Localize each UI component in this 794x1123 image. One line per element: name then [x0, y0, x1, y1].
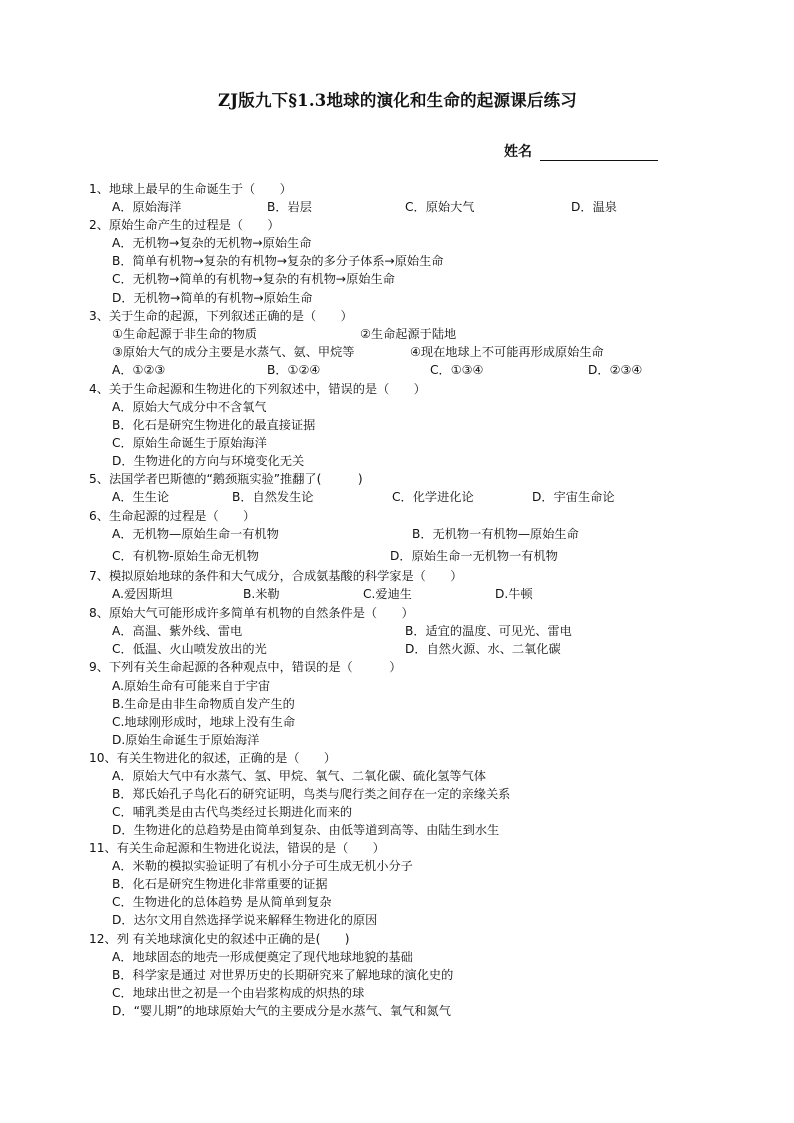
q3-option-a: A．①②③	[112, 363, 166, 377]
q11-option-a: A．米勒的模拟实验证明了有机小分子可生成无机小分子	[112, 859, 413, 873]
q8-option-b: B．适宜的温度、可见光、雷电	[405, 624, 572, 638]
q8-option-c: C．低温、火山喷发放出的光	[112, 642, 267, 656]
q12-option-d: D．“婴儿期”的地球原始大气的主要成分是水蒸气、氧气和氮气	[112, 1004, 451, 1018]
q12-option-a: A．地球固态的地壳一形成便奠定了现代地球地貌的基础	[112, 950, 413, 964]
q3-statement-1: ①生命起源于非生命的物质	[112, 327, 257, 341]
q4-option-c: C．原始生命诞生于原始海洋	[112, 436, 267, 450]
q10-option-d: D．生物进化的总趋势是由简单到复杂、由低等道到高等、由陆生到水生	[112, 823, 500, 837]
q7-option-d: D.牛顿	[495, 587, 533, 601]
q6-option-a: A．无机物—原始生命一有机物	[112, 527, 279, 541]
q4-option-a: A．原始大气成分中不含氧气	[112, 400, 267, 414]
q10-stem: 10、有关生物进化的叙述，正确的是（ ）	[89, 751, 337, 765]
q11-stem: 11、有关生命起源和生物进化说法，错误的是（ ）	[89, 841, 385, 855]
q11-option-d: D．达尔文用自然选择学说来解释生物进化的原因	[112, 913, 378, 927]
page-title: ZJ版九下§1.3地球的演化和生命的起源课后练习	[218, 91, 577, 110]
q5-option-c: C．化学进化论	[392, 490, 474, 504]
q6-option-d: D．原始生命一无机物一有机物	[390, 549, 558, 563]
q9-option-b: B.生命是由非生命物质自发产生的	[112, 697, 295, 711]
q3-option-d: D．②③④	[588, 363, 643, 377]
q3-option-b: B．①②④	[267, 363, 321, 377]
q4-option-b: B．化石是研究生物进化的最直接证据	[112, 418, 316, 432]
q1-option-d: D．温泉	[571, 200, 617, 214]
q9-option-a: A.原始生命有可能来自于宇宙	[112, 679, 271, 693]
q4-stem: 4、关于生命起源和生物进化的下列叙述中，错误的是（ ）	[89, 382, 426, 396]
q8-stem: 8、原始大气可能形成许多简单有机物的自然条件是（ ）	[89, 606, 414, 620]
q5-option-a: A．生生论	[112, 490, 170, 504]
q2-option-c: C．无机物→简单的有机物→复杂的有机物→原始生命	[112, 272, 395, 286]
q4-option-d: D．生物进化的方向与环境变化无关	[112, 454, 305, 468]
q5-option-b: B．自然发生论	[232, 490, 314, 504]
q3-statement-3: ③原始大气的成分主要是水蒸气、氨、甲烷等	[112, 345, 355, 359]
q9-stem: 9、下列有关生命起源的各种观点中，错误的是（ ）	[89, 660, 402, 674]
q3-stem: 3、关于生命的起源，下列叙述正确的是（ ）	[89, 309, 353, 323]
q7-option-c: C.爱迪生	[363, 587, 412, 601]
q10-option-b: B．郑氏始孔子鸟化石的研究证明，鸟类与爬行类之间存在一定的亲缘关系	[112, 787, 511, 801]
q2-option-b: B．简单有机物→复杂的有机物→复杂的多分子体系→原始生命	[112, 254, 444, 268]
name-label: 姓名	[504, 144, 532, 160]
q8-option-a: A．高温、紫外线、雷电	[112, 624, 243, 638]
q8-option-d: D．自然火源、水、二氧化碳	[405, 642, 561, 656]
q2-stem: 2、原始生命产生的过程是（ ）	[89, 218, 280, 232]
q1-stem: 1、地球上最早的生命诞生于（ ）	[89, 182, 292, 196]
q7-stem: 7、模拟原始地球的条件和大气成分，合成氨基酸的科学家是（ ）	[89, 569, 463, 583]
q2-option-d: D．无机物→简单的有机物→原始生命	[112, 291, 313, 305]
q5-option-d: D．宇宙生命论	[532, 490, 615, 504]
q12-option-b: B．科学家是通过 对世界历史的长期研究来了解地球的演化史的	[112, 968, 454, 982]
q7-option-b: B.米勒	[243, 587, 280, 601]
q12-stem: 12、列 有关地球演化史的叙述中正确的是( )	[89, 932, 350, 946]
q1-option-a: A．原始海洋	[112, 200, 182, 214]
q2-option-a: A．无机物→复杂的无机物→原始生命	[112, 236, 312, 250]
q3-option-c: C．①③④	[430, 363, 484, 377]
q12-option-c: C．地球出世之初是一个由岩浆构成的炽热的球	[112, 986, 365, 1000]
q6-option-c: C．有机物-原始生命无机物	[112, 549, 259, 563]
q1-option-c: C．原始大气	[405, 200, 475, 214]
q6-option-b: B．无机物一有机物—原始生命	[412, 527, 579, 541]
q6-stem: 6、生命起源的过程是（ ）	[89, 509, 256, 523]
q9-option-c: C.地球刚形成时，地球上没有生命	[112, 715, 296, 729]
q3-statement-2: ②生命起源于陆地	[360, 327, 457, 341]
q5-stem: 5、法国学者巴斯德的“鹅颈瓶实验”推翻了( )	[89, 472, 363, 486]
q1-option-b: B．岩层	[267, 200, 312, 214]
q7-option-a: A.爱因斯坦	[112, 587, 173, 601]
q10-option-c: C．哺乳类是由古代鸟类经过长期进化而来的	[112, 805, 353, 819]
q11-option-b: B．化石是研究生物进化非常重要的证据	[112, 877, 328, 891]
q9-option-d: D.原始生命诞生于原始海洋	[112, 733, 260, 747]
q10-option-a: A．原始大气中有水蒸气、氢、甲烷、氧气、二氧化碳、硫化氢等气体	[112, 769, 486, 783]
q3-statement-4: ④现在地球上不可能再形成原始生命	[410, 345, 604, 359]
q11-option-c: C．生物进化的总体趋势 是从简单到复杂	[112, 895, 332, 909]
